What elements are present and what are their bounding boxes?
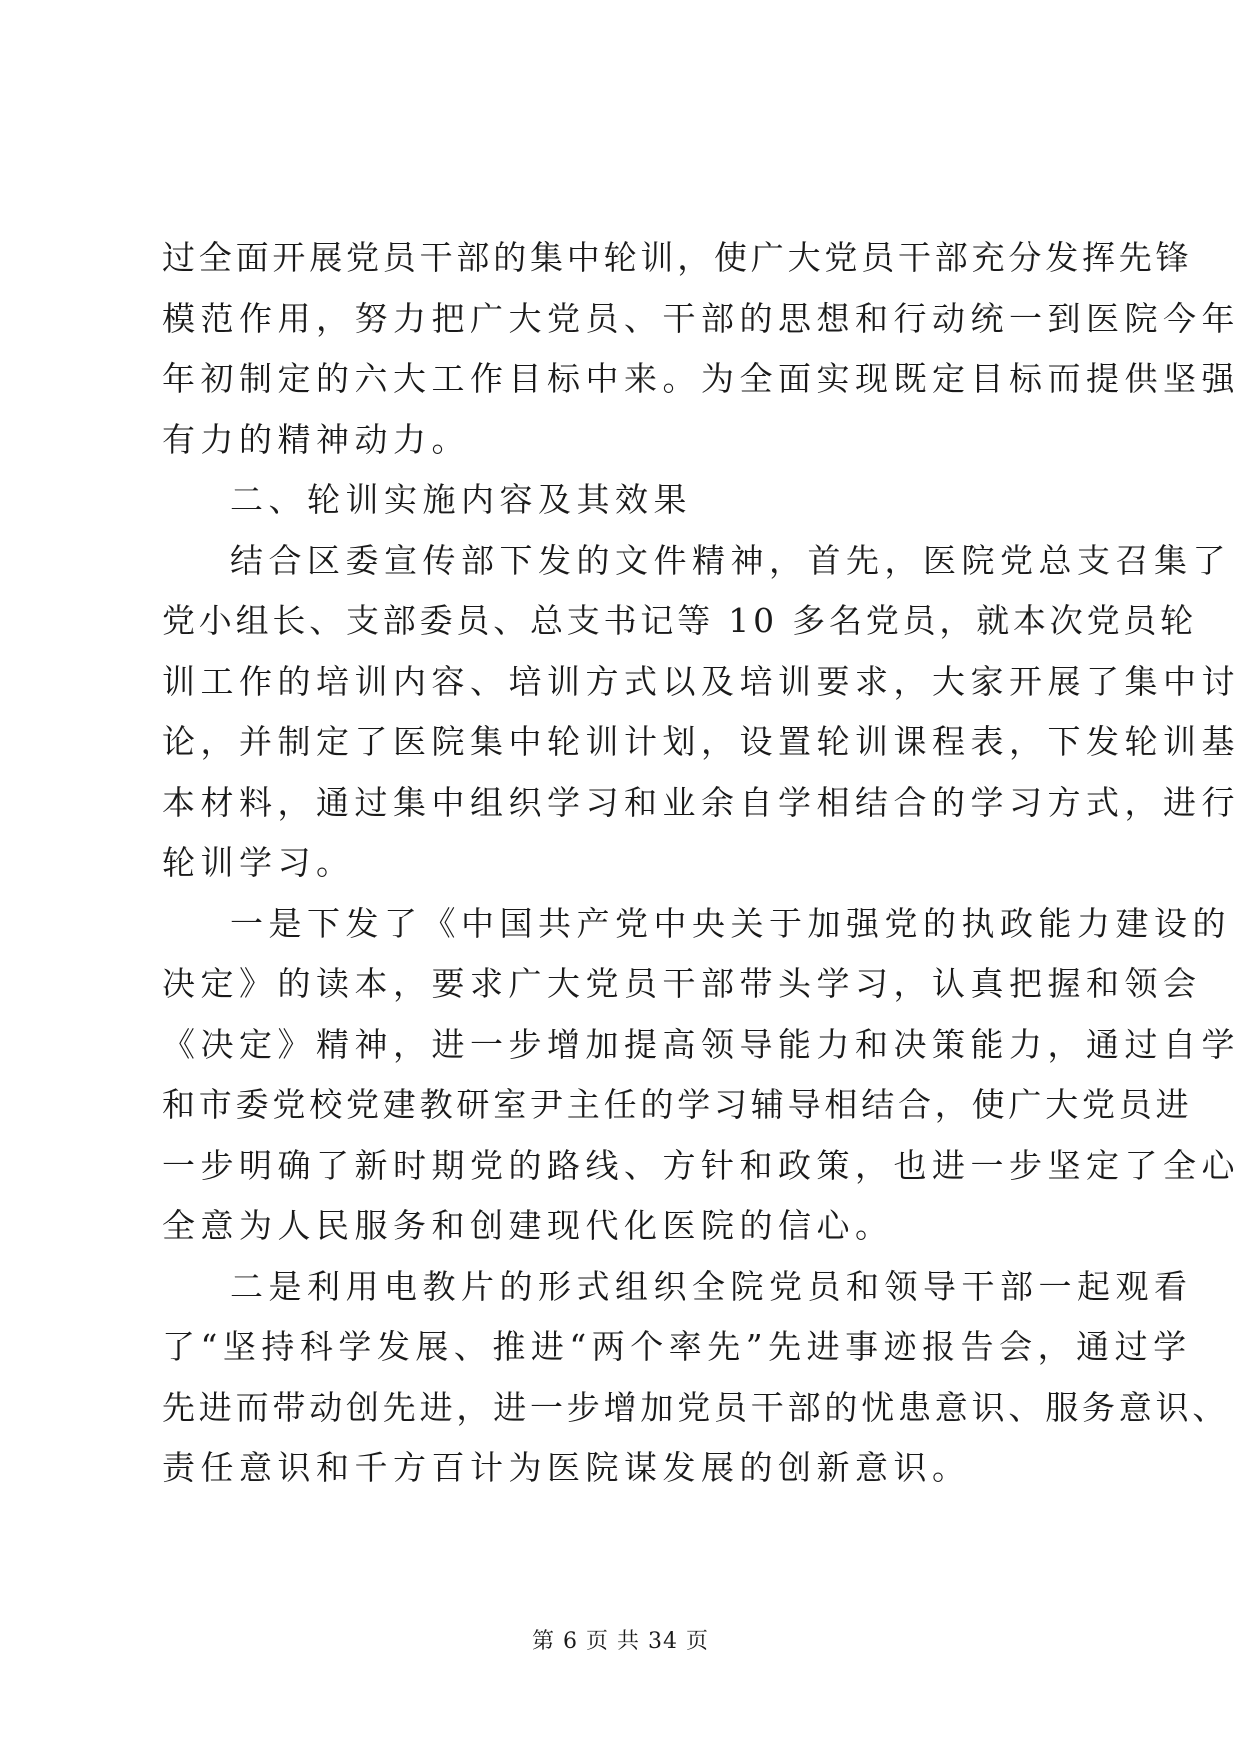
paragraph-line: 训工作的培训内容、培训方式以及培训要求，大家开展了集中讨 xyxy=(162,661,1240,701)
paragraph-line: 党小组长、支部委员、总支书记等 10 多名党员，就本次党员轮 xyxy=(162,601,1197,640)
paragraph-line: 先进而带动创先进，进一步增加党员干部的忧患意识、服务意识、 xyxy=(162,1387,1230,1427)
paragraph-line: 《决定》精神，进一步增加提高领导能力和决策能力，通过自学 xyxy=(162,1024,1240,1064)
paragraph-line: 论，并制定了医院集中轮训计划，设置轮训课程表，下发轮训基 xyxy=(162,722,1240,761)
paragraph-line: 有力的精神动力。 xyxy=(162,419,470,459)
paragraph-line: 全意为人民服务和创建现代化医院的信心。 xyxy=(162,1206,894,1245)
paragraph-line: 轮训学习。 xyxy=(162,843,355,882)
paragraph-line: 责任意识和千方百计为医院谋发展的创新意识。 xyxy=(162,1448,971,1487)
paragraph-line: 本材料，通过集中组织学习和业余自学相结合的学习方式，进行 xyxy=(162,782,1240,822)
paragraph-line: 和市委党校党建教研室尹主任的学习辅导相结合，使广大党员进 xyxy=(162,1085,1193,1124)
document-body xyxy=(162,228,1240,1499)
paragraph-line: 一步明确了新时期党的路线、方针和政策，也进一步坚定了全心 xyxy=(162,1145,1240,1185)
paragraph-line: 了“坚持科学发展、推进“两个率先”先进事迹报告会，通过学 xyxy=(162,1327,1192,1366)
paragraph-line: 模范作用，努力把广大党员、干部的思想和行动统一到医院今年 xyxy=(162,298,1240,338)
paragraph-line: 结合区委宣传部下发的文件精神，首先，医院党总支召集了 xyxy=(230,540,1231,580)
section-heading: 二、轮训实施内容及其效果 xyxy=(230,480,692,519)
paragraph-line: 决定》的读本，要求广大党员干部带头学习，认真把握和领会 xyxy=(162,964,1202,1003)
paragraph-line: 过全面开展党员干部的集中轮训，使广大党员干部充分发挥先锋 xyxy=(162,238,1193,277)
paragraph-line: 一是下发了《中国共产党中央关于加强党的执政能力建设的 xyxy=(230,903,1231,943)
page-number-footer: 第 6 页 共 34 页 xyxy=(532,1629,709,1654)
paragraph-line: 二是利用电教片的形式组织全院党员和领导干部一起观看 xyxy=(230,1266,1193,1306)
paragraph-line: 年初制定的六大工作目标中来。为全面实现既定目标而提供坚强 xyxy=(162,359,1240,398)
